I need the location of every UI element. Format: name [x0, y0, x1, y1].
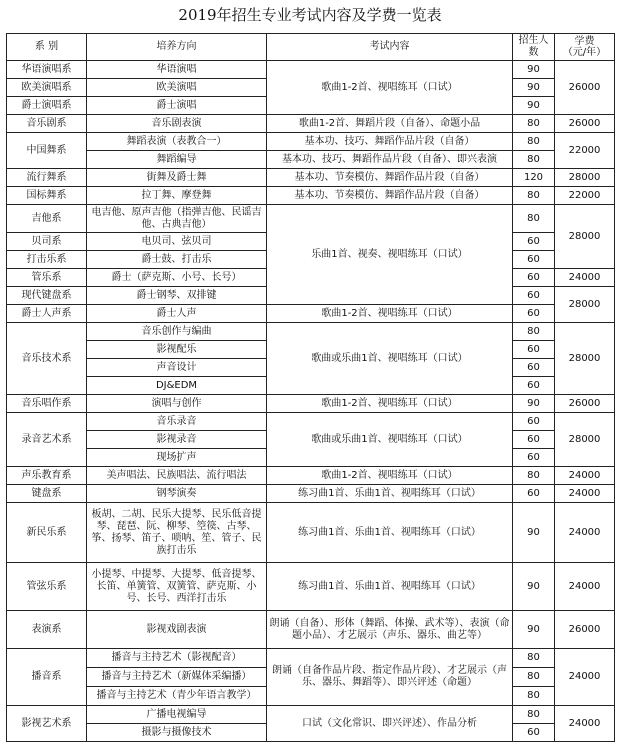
direction-cell: 爵士鼓、打击乐 [87, 251, 267, 269]
dept-cell: 管乐系 [7, 269, 87, 287]
direction-cell: 爵士演唱 [87, 97, 267, 115]
header-fee [555, 34, 615, 61]
direction-cell: 爵士钢琴、双排键 [87, 287, 267, 305]
quota-cell: 80 [513, 668, 555, 687]
quota-cell: 80 [513, 133, 555, 151]
table-row [7, 115, 615, 133]
quota-cell: 60 [513, 305, 555, 323]
quota-cell: 90 [513, 611, 555, 649]
exam-cell: 基本功、技巧、舞蹈作品片段（自备）、即兴表演 [267, 151, 513, 169]
table-row [7, 133, 615, 151]
dept-cell: 爵士人声系 [7, 305, 87, 323]
dept-cell: 音乐剧系 [7, 115, 87, 133]
table-row [7, 611, 615, 649]
direction-cell: 影视配乐 [87, 341, 267, 359]
direction-cell: 舞蹈编导 [87, 151, 267, 169]
exam-cell: 口试（文化常识、即兴评述）、作品分析 [267, 706, 513, 742]
quota-cell: 90 [513, 563, 555, 611]
header-quota: 招生人数 [513, 34, 555, 61]
quota-cell: 80 [513, 151, 555, 169]
quota-cell: 80 [513, 187, 555, 205]
direction-cell: 音乐创作与编曲 [87, 323, 267, 341]
fee-cell: 24000 [555, 485, 615, 503]
table-row [7, 61, 615, 79]
direction-cell: 爵士人声 [87, 305, 267, 323]
exam-cell: 基本功、节奏模仿、舞蹈作品片段（自备） [267, 187, 513, 205]
header-dept: 系 别 [7, 34, 87, 61]
direction-cell: 音乐录音 [87, 413, 267, 431]
dept-cell: 中国舞系 [7, 133, 87, 169]
fee-cell: 24000 [555, 467, 615, 485]
quota-cell: 90 [513, 97, 555, 115]
page-title: 2019年招生专业考试内容及学费一览表 [178, 6, 442, 24]
fee-cell: 26000 [555, 115, 615, 133]
exam-cell: 朗诵（自备）、形体（舞蹈、体操、武术等）、表演（命题小品）、才艺展示（声乐、器乐、曲艺等） [267, 611, 513, 649]
dept-cell: 贝司系 [7, 233, 87, 251]
table-row [7, 187, 615, 205]
quota-cell: 120 [513, 169, 555, 187]
table-row [7, 706, 615, 724]
quota-cell: 90 [513, 395, 555, 413]
direction-cell: 拉丁舞、摩登舞 [87, 187, 267, 205]
quota-cell: 80 [513, 115, 555, 133]
direction-cell: 板胡、二胡、民乐大提琴、民乐低音提琴、琵琶、阮、柳琴、箜篌、古琴、筝、扬琴、笛子、唢呐、笙、管子、民族打击乐 [87, 503, 267, 563]
fee-cell: 28000 [555, 323, 615, 395]
dept-cell: 现代键盘系 [7, 287, 87, 305]
fee-cell: 22000 [555, 133, 615, 169]
direction-cell: 华语演唱 [87, 61, 267, 79]
exam-cell: 歌曲或乐曲1首、视唱练耳（口试） [267, 323, 513, 395]
direction-cell: 爵士（萨克斯、小号、长号） [87, 269, 267, 287]
header-exam: 考试内容 [267, 34, 513, 61]
header-direction: 培养方向 [87, 34, 267, 61]
fee-cell: 26000 [555, 395, 615, 413]
fee-cell: 28000 [555, 169, 615, 187]
quota-cell: 80 [513, 687, 555, 706]
dept-cell: 爵士演唱系 [7, 97, 87, 115]
table-row [7, 169, 615, 187]
direction-cell: 电贝司、弦贝司 [87, 233, 267, 251]
direction-cell: DJ&EDM [87, 377, 267, 395]
exam-cell: 歌曲1-2首、视唱练耳（口试） [267, 305, 513, 323]
dept-cell: 国标舞系 [7, 187, 87, 205]
quota-cell: 60 [513, 251, 555, 269]
quota-cell: 90 [513, 79, 555, 97]
quota-cell: 80 [513, 467, 555, 485]
exam-cell: 歌曲1-2首、视唱练耳（口试） [267, 467, 513, 485]
quota-cell: 80 [513, 649, 555, 668]
fee-cell: 22000 [555, 187, 615, 205]
header-fee-line2: （元/年） [562, 47, 607, 58]
quota-cell: 60 [513, 341, 555, 359]
quota-cell: 60 [513, 233, 555, 251]
dept-cell: 键盘系 [7, 485, 87, 503]
dept-cell: 华语演唱系 [7, 61, 87, 79]
quota-cell: 80 [513, 323, 555, 341]
table-row [7, 151, 615, 169]
header-row [7, 34, 615, 61]
table-row [7, 323, 615, 341]
dept-cell: 吉他系 [7, 205, 87, 233]
dept-cell: 新民乐系 [7, 503, 87, 563]
dept-cell: 管弦乐系 [7, 563, 87, 611]
dept-cell: 录音艺术系 [7, 413, 87, 467]
exam-cell: 歌曲1-2首、舞蹈片段（自备）、命题小品 [267, 115, 513, 133]
table-row [7, 395, 615, 413]
direction-cell: 摄影与摄像技术 [87, 724, 267, 742]
fee-cell: 28000 [555, 287, 615, 323]
direction-cell: 欧美演唱 [87, 79, 267, 97]
table-row [7, 485, 615, 503]
dept-cell: 表演系 [7, 611, 87, 649]
fee-cell: 24000 [555, 269, 615, 287]
dept-cell: 音乐唱作系 [7, 395, 87, 413]
quota-cell: 60 [513, 269, 555, 287]
direction-cell: 现场扩声 [87, 449, 267, 467]
table-row [7, 205, 615, 233]
table-row [7, 305, 615, 323]
quota-cell: 60 [513, 485, 555, 503]
exam-cell: 歌曲1-2首、视唱练耳（口试） [267, 61, 513, 115]
table-row [7, 503, 615, 563]
table-row [7, 649, 615, 668]
table-row [7, 413, 615, 431]
quota-cell: 60 [513, 449, 555, 467]
exam-cell: 基本功、节奏模仿、舞蹈作品片段（自备） [267, 169, 513, 187]
exam-cell: 朗诵（自备作品片段、指定作品片段）、才艺展示（声乐、器乐、舞蹈等）、即兴评述（命题） [267, 649, 513, 706]
exam-cell: 基本功、技巧、舞蹈作品片段（自备） [267, 133, 513, 151]
direction-cell: 声音设计 [87, 359, 267, 377]
direction-cell: 播音与主持艺术（青少年语言教学） [87, 687, 267, 706]
direction-cell: 播音与主持艺术（新媒体采编播） [87, 668, 267, 687]
quota-cell: 60 [513, 431, 555, 449]
exam-cell: 练习曲1首、乐曲1首、视唱练耳（口试） [267, 503, 513, 563]
dept-cell: 欧美演唱系 [7, 79, 87, 97]
dept-cell: 音乐技术系 [7, 323, 87, 395]
exam-cell: 歌曲1-2首、视唱练耳（口试） [267, 395, 513, 413]
direction-cell: 街舞及爵士舞 [87, 169, 267, 187]
fee-cell: 28000 [555, 413, 615, 467]
quota-cell: 60 [513, 413, 555, 431]
header-fee-line1: 学费 [574, 36, 595, 47]
dept-cell: 声乐教育系 [7, 467, 87, 485]
direction-cell: 影视戏剧表演 [87, 611, 267, 649]
direction-cell: 电吉他、原声吉他（指弹吉他、民谣吉他、古典吉他） [87, 205, 267, 233]
quota-cell: 60 [513, 724, 555, 742]
exam-cell: 歌曲或乐曲1首、视唱练耳（口试） [267, 413, 513, 467]
direction-cell: 播音与主持艺术（影视配音） [87, 649, 267, 668]
direction-cell: 音乐剧表演 [87, 115, 267, 133]
dept-cell: 流行舞系 [7, 169, 87, 187]
tuition-table [6, 33, 615, 742]
quota-cell: 60 [513, 377, 555, 395]
direction-cell: 舞蹈表演（表教合一） [87, 133, 267, 151]
fee-cell: 24000 [555, 706, 615, 742]
quota-cell: 90 [513, 503, 555, 563]
quota-cell: 80 [513, 205, 555, 233]
quota-cell: 60 [513, 359, 555, 377]
exam-cell: 练习曲1首、乐曲1首、视唱练耳（口试） [267, 485, 513, 503]
dept-cell: 打击乐系 [7, 251, 87, 269]
quota-cell: 90 [513, 61, 555, 79]
table-row [7, 563, 615, 611]
direction-cell: 小提琴、中提琴、大提琴、低音提琴、长笛、单簧管、双簧管、萨克斯、小号、长号、西洋打击乐 [87, 563, 267, 611]
exam-cell: 乐曲1首、视奏、视唱练耳（口试） [267, 205, 513, 305]
direction-cell: 广播电视编导 [87, 706, 267, 724]
direction-cell: 演唱与创作 [87, 395, 267, 413]
dept-cell: 播音系 [7, 649, 87, 706]
fee-cell: 28000 [555, 205, 615, 269]
direction-cell: 美声唱法、民族唱法、流行唱法 [87, 467, 267, 485]
table-row [7, 467, 615, 485]
dept-cell: 影视艺术系 [7, 706, 87, 742]
fee-cell: 24000 [555, 563, 615, 611]
fee-cell: 26000 [555, 611, 615, 649]
fee-cell: 24000 [555, 649, 615, 706]
direction-cell: 影视录音 [87, 431, 267, 449]
fee-cell: 24000 [555, 503, 615, 563]
direction-cell: 钢琴演奏 [87, 485, 267, 503]
exam-cell: 练习曲1首、乐曲1首、视唱练耳（口试） [267, 563, 513, 611]
quota-cell: 80 [513, 706, 555, 724]
fee-cell: 26000 [555, 61, 615, 115]
quota-cell: 60 [513, 287, 555, 305]
